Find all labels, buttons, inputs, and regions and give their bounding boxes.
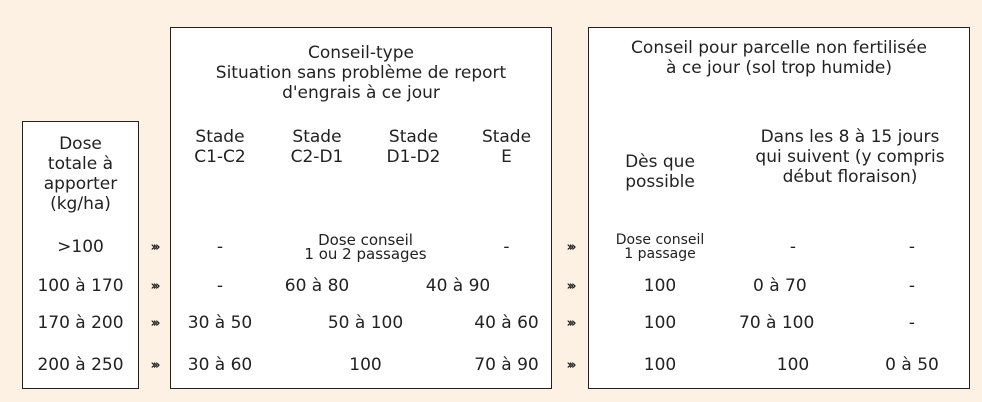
row1-c2-d1: 60 à 80 <box>269 268 366 304</box>
row0-dans-8-15-b: - <box>855 226 970 269</box>
row3-dose: 200 à 250 <box>22 342 139 389</box>
row2-c1-c2: 30 à 50 <box>170 303 270 343</box>
row2-arrow-right: ››› <box>566 315 574 331</box>
row0-c2-d2-merged: Dose conseil 1 ou 2 passages <box>269 226 463 269</box>
row1-dose: 100 à 170 <box>22 268 139 304</box>
row3-arrow-right: ››› <box>566 358 574 373</box>
row1-dans-8-15-a: 0 à 70 <box>731 268 856 304</box>
row2-dose: 170 à 200 <box>22 303 139 343</box>
row3-e: 70 à 90 <box>462 342 552 389</box>
row2-dans-8-15-b: - <box>855 303 970 343</box>
row2-c2-d2-merged: 50 à 100 <box>269 303 463 343</box>
row3-c2-d2-merged: 100 <box>269 342 463 389</box>
row1-arrow-right: ››› <box>566 278 574 294</box>
header-stade-e: Stade E <box>462 117 552 227</box>
header-stade-c2-d1: Stade C2-D1 <box>269 117 366 227</box>
row0-dans-8-15-a: - <box>731 226 856 269</box>
header-des-que-possible: Dès que possible <box>588 117 732 227</box>
row2-arrow-left: ››› <box>150 315 158 331</box>
row2-e: 40 à 60 <box>462 303 552 343</box>
row1-arrow-left: ››› <box>150 278 158 294</box>
row0-e: - <box>462 226 552 269</box>
row3-des-que: 100 <box>588 342 732 389</box>
header-conseil-type: Conseil-type Situation sans problème de report d'engrais à ce jour <box>170 27 552 118</box>
row3-arrow-left: ››› <box>150 358 158 373</box>
header-conseil-parcelle: Conseil pour parcelle non fertilisée à ce jour (sol trop humide) <box>588 27 970 118</box>
header-dose-totale: Dose totale à apporter (kg/ha) <box>22 121 139 227</box>
row1-c1-c2: - <box>170 268 270 304</box>
row0-c1-c2: - <box>170 226 270 269</box>
header-stade-c1-c2: Stade C1-C2 <box>170 117 270 227</box>
row0-arrow-left: ››› <box>150 240 158 255</box>
row0-dose: >100 <box>22 226 139 269</box>
header-dans-8-15-jours: Dans les 8 à 15 jours qui suivent (y compris début floraison) <box>731 117 970 227</box>
row3-dans-8-15-a: 100 <box>731 342 856 389</box>
row2-des-que: 100 <box>588 303 732 343</box>
row3-c1-c2: 30 à 60 <box>170 342 270 389</box>
row1-dans-8-15-b: - <box>855 268 970 304</box>
row1-d1-e-merged: 40 à 90 <box>365 268 552 304</box>
row3-dans-8-15-b: 0 à 50 <box>855 342 970 389</box>
header-stade-d1-d2: Stade D1-D2 <box>365 117 463 227</box>
row0-arrow-right: ››› <box>566 240 574 255</box>
row0-des-que: Dose conseil 1 passage <box>588 226 732 269</box>
row1-des-que: 100 <box>588 268 732 304</box>
row2-dans-8-15-a: 70 à 100 <box>731 303 856 343</box>
